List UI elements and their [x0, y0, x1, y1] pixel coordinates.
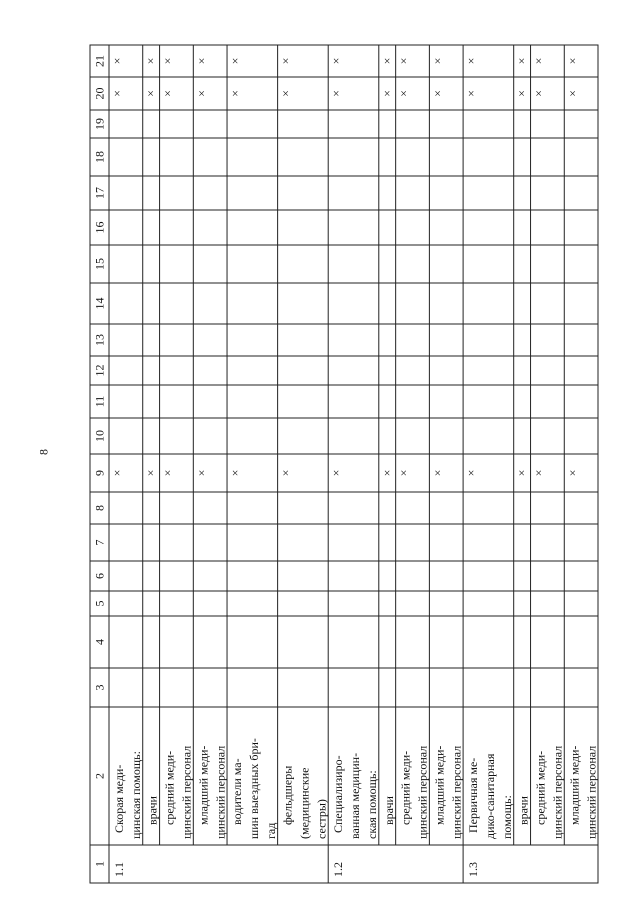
mark-col-21: ×	[379, 57, 394, 65]
mark-col-9: ×	[278, 469, 293, 477]
column-header-17: 17	[92, 187, 107, 199]
mark-col-20: ×	[464, 90, 479, 97]
row-label-line: ванная медицин-	[348, 752, 363, 839]
row-label-line: цинский персонал	[415, 745, 430, 839]
mark-col-20: ×	[396, 90, 411, 97]
column-header-18: 18	[92, 151, 107, 163]
column-header-12: 12	[92, 364, 107, 377]
mark-col-21: ×	[329, 57, 344, 65]
row-label-line: младший меди-	[196, 745, 211, 825]
mark-col-20: ×	[329, 90, 344, 97]
mark-col-20: ×	[379, 90, 394, 97]
row-label-line: сестры)	[314, 799, 329, 839]
mark-col-20: ×	[160, 90, 175, 97]
mark-col-9: ×	[514, 469, 529, 477]
mark-col-20: ×	[228, 90, 243, 97]
mark-col-20: ×	[194, 90, 209, 97]
mark-col-21: ×	[143, 57, 158, 65]
row-label-line: фельдшеры	[280, 765, 295, 825]
mark-col-21: ×	[464, 57, 479, 65]
column-header-13: 13	[92, 334, 107, 346]
row-label-line: (медицинские	[297, 767, 312, 839]
mark-col-21: ×	[228, 57, 243, 65]
mark-col-21: ×	[514, 57, 529, 65]
column-header-9: 9	[92, 470, 107, 476]
mark-col-9: ×	[464, 469, 479, 477]
row-label-line: цинский персонал	[213, 745, 228, 839]
mark-col-21: ×	[194, 57, 209, 65]
row-label-line: врачи	[516, 796, 531, 825]
column-header-19: 19	[92, 118, 107, 130]
mark-col-9: ×	[396, 469, 411, 477]
mark-col-9: ×	[430, 469, 445, 477]
column-header-15: 15	[92, 258, 107, 270]
mark-col-21: ×	[110, 57, 124, 65]
column-header-11: 11	[92, 395, 107, 408]
column-header-2: 2	[92, 773, 107, 779]
row-label-line: дико-санитарная	[483, 753, 498, 839]
mark-col-9: ×	[379, 469, 394, 477]
mark-col-20: ×	[143, 90, 158, 97]
mark-col-9: ×	[565, 469, 580, 477]
page-number: 8	[36, 449, 51, 455]
group-number: 1.3	[466, 862, 481, 877]
column-header-14: 14	[92, 297, 107, 310]
row-label-line: цинский персонал	[449, 745, 464, 839]
row-label-line: средний меди-	[162, 750, 177, 825]
row-label-line: гад	[264, 822, 279, 839]
mark-col-20: ×	[278, 90, 293, 97]
row-label-line: средний меди-	[398, 750, 413, 825]
row-label-line: помощь:	[500, 795, 515, 839]
mark-col-9: ×	[531, 469, 546, 477]
mark-col-9: ×	[110, 469, 124, 477]
row-label-line: младший меди-	[567, 745, 582, 825]
row-label-line: цинский персонал	[550, 745, 565, 839]
column-header-6: 6	[92, 573, 107, 579]
row-label-line: водители ма-	[230, 758, 245, 825]
row-label-line: Скорая меди-	[112, 764, 126, 833]
mark-col-9: ×	[194, 469, 209, 477]
mark-col-20: ×	[514, 90, 529, 97]
mark-col-21: ×	[565, 57, 580, 65]
mark-col-21: ×	[278, 57, 293, 65]
column-header-3: 3	[92, 684, 107, 691]
mark-col-20: ×	[430, 90, 445, 97]
mark-col-20: ×	[110, 90, 124, 97]
column-header-16: 16	[92, 221, 107, 234]
column-header-4: 4	[92, 639, 107, 645]
mark-col-21: ×	[531, 57, 546, 65]
row-label-line: шин выездных бри-	[247, 738, 262, 839]
mark-col-21: ×	[160, 57, 175, 65]
mark-col-21: ×	[396, 57, 411, 65]
column-header-10: 10	[92, 430, 107, 442]
row-label-line: Специализиро-	[331, 755, 346, 833]
mark-col-9: ×	[160, 469, 175, 477]
row-label-line: врачи	[145, 796, 160, 825]
mark-col-9: ×	[329, 469, 344, 477]
column-header-7: 7	[92, 539, 107, 546]
group-number: 1.2	[331, 862, 346, 877]
mark-col-20: ×	[565, 90, 580, 97]
mark-col-21: ×	[430, 57, 445, 65]
row-label-line: средний меди-	[533, 750, 548, 825]
column-header-8: 8	[92, 505, 107, 511]
mark-col-20: ×	[531, 90, 546, 97]
column-header-5: 5	[92, 600, 107, 607]
mark-col-9: ×	[143, 469, 158, 477]
row-label-line: Первичная ме-	[466, 757, 481, 833]
column-header-1: 1	[92, 861, 107, 867]
row-label-line: цинская помощь:	[129, 751, 143, 839]
row-label-line: ская помощь:	[365, 770, 380, 839]
mark-col-9: ×	[228, 469, 243, 477]
column-header-21: 21	[92, 55, 107, 67]
row-label-line: цинский персонал	[179, 745, 194, 839]
row-label-line: врачи	[381, 796, 396, 825]
row-label-line: младший меди-	[432, 745, 447, 825]
column-header-20: 20	[92, 87, 107, 100]
group-number: 1.1	[112, 862, 126, 877]
row-label-line: цинский персонал	[584, 745, 599, 839]
